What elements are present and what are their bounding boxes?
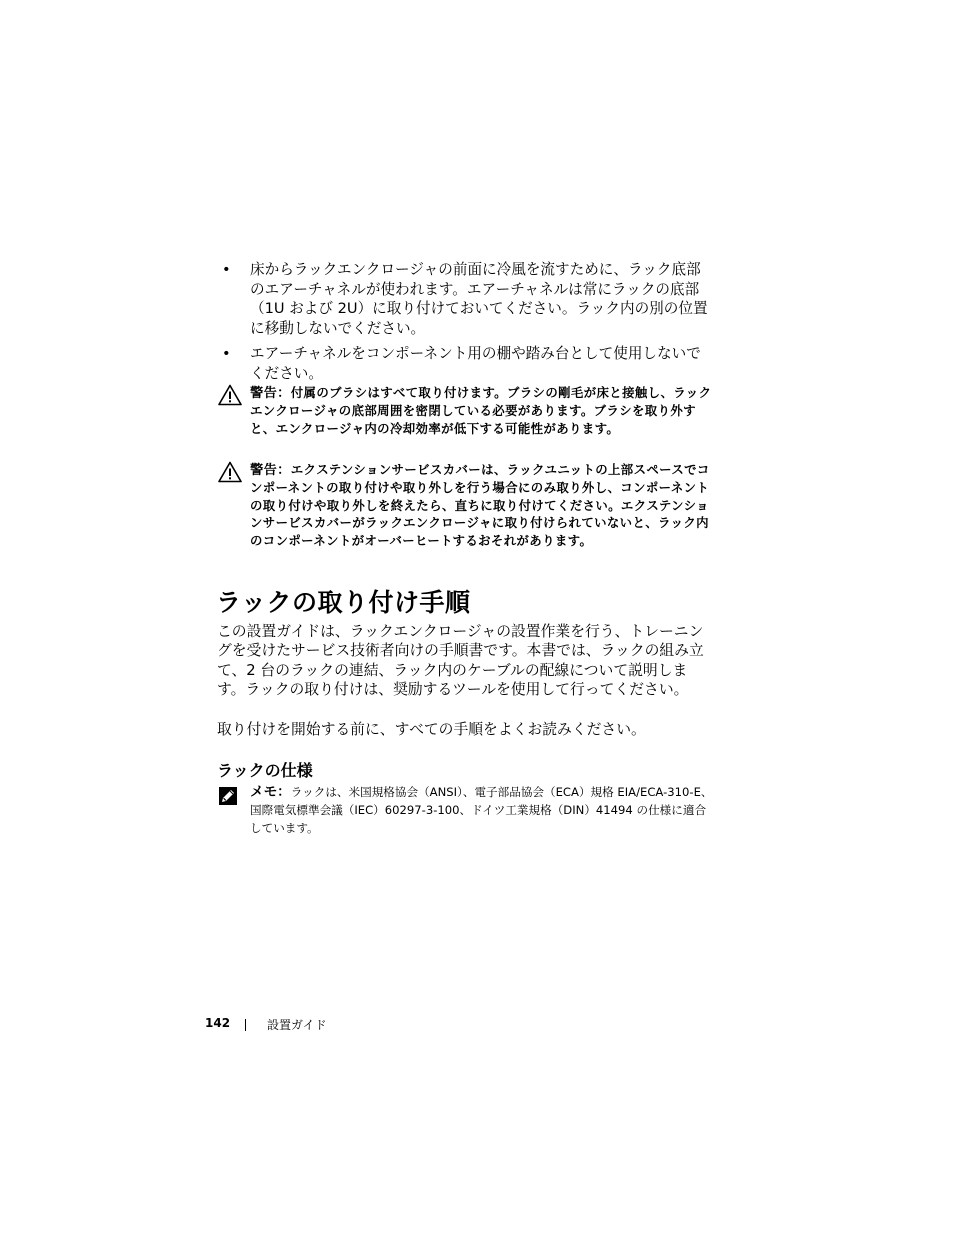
bullet-list: [218, 260, 714, 389]
warning-label: 警告：: [250, 463, 291, 478]
list-item: • 床からラックエンクロージャの前面に冷風を流すために、ラック底部のエアーチャネルが使われます。エアーチャネルは常にラックの底部（1U および 2U）に取り付けておいてください。ラック内の別の位置に移動しないでください。: [222, 261, 708, 337]
note-box: [218, 784, 716, 837]
pencil-note-icon: [218, 786, 238, 806]
list-item: • エアーチャネルをコンポーネント用の棚や踏み台として使用しないでください。: [222, 345, 701, 382]
intro-paragraph: この設置ガイドは、ラックエンクロージャの設置作業を行う、トレーニングを受けたサービス技術者向けの手順書です。本書では、ラックの組み立て、2 台のラックの連結、ラック内のケーブルの配線について説明します。ラックの取り付けは、奨励するツールを使用して行ってください。: [217, 623, 704, 699]
section-heading: ラックの取り付け手順: [216, 588, 471, 617]
page-footer: [205, 1016, 327, 1032]
subsection-heading: ラックの仕様: [217, 761, 313, 780]
page-number: 142: [205, 1016, 231, 1030]
warning-text: エクステンションサービスカバーは、ラックユニットの上部スペースでコンポーネントの取り付けや取り外しを行う場合にのみ取り外し、コンポーネントの取り付けや取り外しを終えたら、直ちに取り付けてください。エクステンションサービスカバーがラックエンクロージャに取り付けられていないと、ラック内のコンポーネントがオーバーヒートするおそれがあります。: [250, 462, 710, 548]
warning-box: [218, 384, 716, 437]
note-label: メモ：: [250, 784, 291, 800]
footer-divider: [245, 1019, 246, 1031]
bullet-text: エアーチャネルをコンポーネント用の棚や踏み台として使用しないでください。: [250, 345, 701, 382]
warning-label: 警告：: [250, 386, 291, 401]
note-text: ラックは、米国規格協会（ANSI）、電子部品協会（ECA）規格 EIA/ECA-310-E、国際電気標準会議（IEC）60297-3-100、ドイツ工業規格（DIN）41494 の仕様に適合しています。: [250, 785, 713, 835]
warning-box: [218, 461, 716, 549]
warning-triangle-icon: [218, 461, 242, 483]
instruction-paragraph: 取り付けを開始する前に、すべての手順をよくお読みください。: [217, 721, 646, 738]
warning-text: 付属のブラシはすべて取り付けます。ブラシの剛毛が床と接触し、ラックエンクロージャの底部周囲を密閉している必要があります。ブラシを取り外すと、エンクロージャ内の冷却効率が低下する可能性があります。: [250, 385, 712, 436]
bullet-text: 床からラックエンクロージャの前面に冷風を流すために、ラック底部のエアーチャネルが使われます。エアーチャネルは常にラックの底部（1U および 2U）に取り付けておいてください。ラック内の別の位置に移動しないでください。: [250, 261, 708, 337]
footer-title: 設置ガイド: [267, 1018, 327, 1032]
warning-triangle-icon: [218, 384, 242, 406]
